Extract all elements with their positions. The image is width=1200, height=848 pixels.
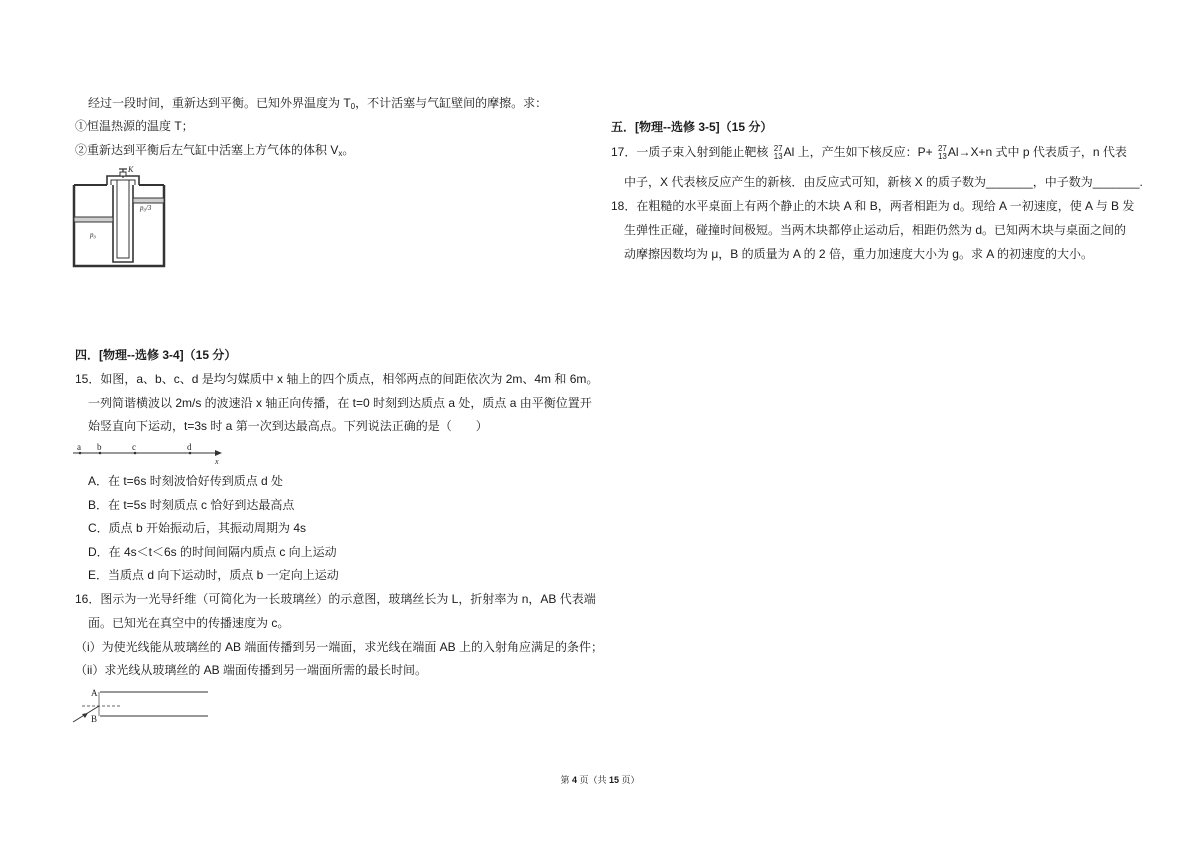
section-5-heading: 五．[物理--选修 3-5]（15 分） <box>611 120 773 134</box>
continuation-item-1: ①恒温热源的温度 T； <box>75 119 194 133</box>
temperature-subscript: 0 <box>350 102 356 111</box>
footer-middle: 页（共 <box>576 775 609 785</box>
q15-option-e: E．当质点 d 向下运动时，质点 b 一定向上运动 <box>88 568 339 582</box>
q15-stem-line-1: 15．如图，a、b、c、d 是均匀媒质中 x 轴上的四个质点，相邻两点的间距依次为 2m、4m 和 6m。 <box>75 372 599 386</box>
point-a-marker <box>79 452 82 455</box>
nucleus-2-numbers <box>938 145 947 161</box>
optical-fiber-figure <box>68 684 213 726</box>
q16-stem-line-1: 16．图示为一光导纤维（可简化为一长玻璃丝）的示意图，玻璃丝长为 L，折射率为 n，AB 代表端 <box>75 592 596 606</box>
u-tube <box>117 180 129 258</box>
x-axis-label: x <box>215 457 219 466</box>
q15-option-d: D．在 4s＜t＜6s 的时间间隔内质点 c 向上运动 <box>88 545 337 559</box>
nucleus-2-mass-number: 27 <box>937 143 947 153</box>
section-4-heading: 四．[物理--选修 3-4]（15 分） <box>75 348 237 362</box>
x-axis-figure <box>70 438 230 466</box>
nucleus-1-numbers <box>774 145 783 161</box>
left-gas-label: p₀ <box>90 231 96 239</box>
point-b-marker <box>99 452 102 455</box>
nucleus-2-atomic-number: 13 <box>937 151 947 161</box>
volume-subscript: x <box>338 149 343 158</box>
right-gas-label: p₀/3 <box>140 204 152 212</box>
q15-stem-line-3: 始竖直向下运动，t=3s 时 a 第一次到达最高点。下列说法正确的是（ ） <box>88 419 488 433</box>
left-piston <box>74 217 113 222</box>
continuation-item-2 <box>75 142 354 158</box>
intro-tail: ，不计活塞与气缸壁间的摩擦。求： <box>355 96 548 110</box>
q15-option-a: A．在 t=6s 时刻波恰好传到质点 d 处 <box>88 474 284 488</box>
end-face-label-b: B <box>91 714 98 724</box>
footer-total-pages: 15 <box>609 775 620 785</box>
point-a-label: a <box>77 442 81 452</box>
point-c-marker <box>134 452 137 455</box>
q18-stem-line-1: 18．在粗糙的水平桌面上有两个静止的木块 A 和 B，两者相距为 d。现给 A 一初速度，使 A 与 B 发 <box>611 199 1135 213</box>
q15-option-c: C．质点 b 开始振动后，其振动周期为 4s <box>88 521 307 535</box>
q15-stem-line-2: 一列简谐横波以 2m/s 的波速沿 x 轴正向传播，在 t=0 时刻到达质点 a 处，质点 a 由平衡位置开 <box>88 396 592 410</box>
point-d-label: d <box>187 442 192 452</box>
q17-line-1 <box>611 144 1127 161</box>
x-axis-arrow <box>215 450 222 456</box>
q18-stem-line-3: 动摩擦因数均为 μ，B 的质量为 A 的 2 倍，重力加速度大小为 g。求 A 的初速度的大小。 <box>624 247 1093 261</box>
q17-line-2: 中子，X 代表核反应产生的新核．由反应式可知，新核 X 的质子数为_______，中子数为_______. <box>624 175 1143 189</box>
q17-text-middle: 上，产生如下核反应：P+ <box>794 145 936 159</box>
outer-walls <box>74 185 164 266</box>
q16-stem-line-2: 面。已知光在真空中的传播速度为 c。 <box>88 616 290 630</box>
footer-prefix: 第 <box>560 775 572 785</box>
q17-text-before: 17．一质子束入射到能止靶核 <box>611 145 772 159</box>
connecting-pipe-inner <box>111 180 135 185</box>
page-footer <box>0 774 1200 786</box>
point-b-label: b <box>97 442 102 452</box>
continuation-intro-line <box>88 95 547 111</box>
item-2-text: ②重新达到平衡后左气缸中活塞上方气体的体积 V <box>75 143 339 157</box>
valve-body <box>120 172 126 176</box>
nucleus-1-atomic-number: 13 <box>773 151 783 161</box>
nucleus-2-symbol: Al <box>947 145 959 159</box>
nucleus-1-mass-number: 27 <box>773 143 783 153</box>
cylinder-figure <box>70 165 170 271</box>
q16-part-i: （i）为使光线能从玻璃丝的 AB 端面传播到另一端面，求光线在端面 AB 上的入射角应满足的条件； <box>75 640 604 654</box>
point-d-marker <box>189 452 192 455</box>
q18-stem-line-2: 生弹性正碰，碰撞时间极短。当两木块都停止运动后，相距仍然为 d。已知两木块与桌面之间的 <box>624 223 1127 237</box>
left-cylinder-inner-wall <box>113 185 133 262</box>
valve-label: K <box>128 165 134 174</box>
intro-text: 经过一段时间，重新达到平衡。已知外界温度为 T <box>88 96 351 110</box>
item-2-tail: 。 <box>342 143 355 157</box>
q17-text-after: →X+n 式中 p 代表质子，n 代表 <box>958 145 1127 159</box>
q16-part-ii: （ii）求光线从玻璃丝的 AB 端面传播到另一端面所需的最长时间。 <box>75 663 428 677</box>
end-face-label-a: A <box>91 688 98 698</box>
footer-page-number: 4 <box>571 775 577 785</box>
point-c-label: c <box>132 442 136 452</box>
nucleus-1-symbol: Al <box>783 145 795 159</box>
right-piston <box>133 198 164 203</box>
footer-suffix: 页） <box>619 775 640 785</box>
q15-option-b: B．在 t=5s 时刻质点 c 恰好到达最高点 <box>88 498 295 512</box>
